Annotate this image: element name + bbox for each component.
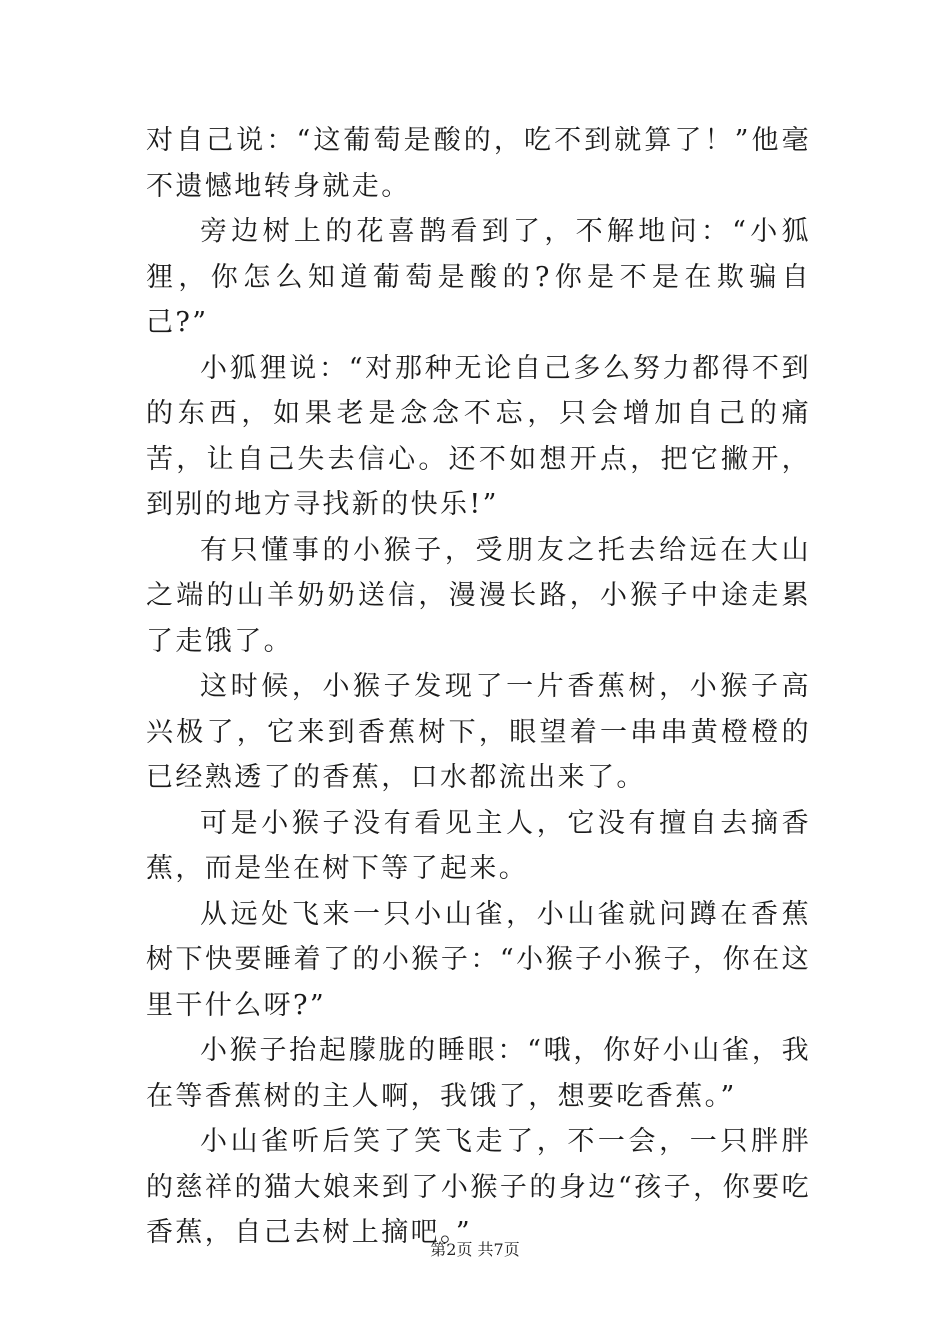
document-body bbox=[146, 118, 811, 1256]
page-number-footer: 第2页 共7页 bbox=[430, 1240, 520, 1259]
paragraph-2: 旁边树上的花喜鹊看到了，不解地问：“小狐狸，你怎么知道葡萄是酸的?你是不是在欺骗自己?” bbox=[146, 216, 811, 338]
paragraph-8: 小猴子抬起朦胧的睡眼：“哦，你好小山雀，我在等香蕉树的主人啊，我饿了，想要吃香蕉。” bbox=[146, 1035, 811, 1112]
paragraph-5: 这时候，小猴子发现了一片香蕉树，小猴子高兴极了，它来到香蕉树下，眼望着一串串黄橙橙的已经熟透了的香蕉，口水都流出来了。 bbox=[146, 671, 811, 793]
paragraph-4: 有只懂事的小猴子，受朋友之托去给远在大山之端的山羊奶奶送信，漫漫长路，小猴子中途走累了走饿了。 bbox=[146, 534, 811, 657]
paragraph-1: 对自己说：“这葡萄是酸的，吃不到就算了！”他毫不遗憾地转身就走。 bbox=[146, 125, 811, 202]
paragraph-7: 从远处飞来一只小山雀，小山雀就问蹲在香蕉树下快要睡着了的小猴子：“小猴子小猴子，你在这里干什么呀?” bbox=[146, 898, 811, 1021]
paragraph-6: 可是小猴子没有看见主人，它没有擅自去摘香蕉，而是坐在树下等了起来。 bbox=[146, 807, 811, 884]
paragraph-3: 小狐狸说：“对那种无论自己多么努力都得不到的东西，如果老是念念不忘，只会增加自己的痛苦，让自己失去信心。还不如想开点，把它撇开，到别的地方寻找新的快乐!” bbox=[146, 352, 811, 520]
paragraph-9: 小山雀听后笑了笑飞走了，不一会，一只胖胖的慈祥的猫大娘来到了小猴子的身边“孩子，你要吃香蕉，自己去树上摘吧。” bbox=[146, 1126, 811, 1248]
